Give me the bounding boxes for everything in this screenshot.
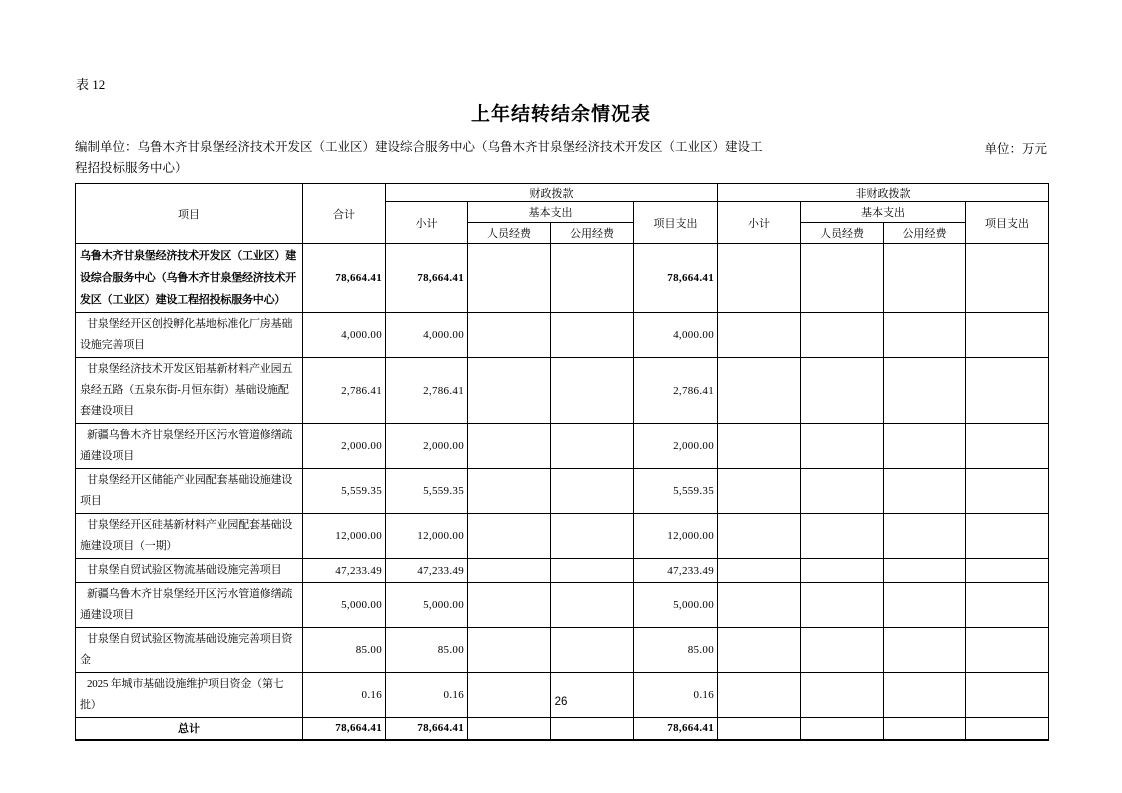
cell-fiscal-personnel xyxy=(468,358,551,424)
cell-total: 85.00 xyxy=(303,628,386,673)
col-header-total: 合计 xyxy=(303,184,386,244)
cell-fiscal-public xyxy=(551,673,634,718)
cell-nonfiscal-subtotal xyxy=(718,514,801,559)
cell-fiscal-subtotal: 85.00 xyxy=(386,628,468,673)
col-header-item: 项目 xyxy=(76,184,303,244)
cell-fiscal-project: 4,000.00 xyxy=(634,313,718,358)
cell-nonfiscal-project xyxy=(966,583,1049,628)
cell-fiscal-project: 12,000.00 xyxy=(634,514,718,559)
table-total-row xyxy=(76,718,1049,740)
cell-nonfiscal-public xyxy=(884,514,966,559)
cell-fiscal-subtotal: 4,000.00 xyxy=(386,313,468,358)
cell-total: 5,000.00 xyxy=(303,583,386,628)
table-row xyxy=(76,514,1049,559)
col-header-fiscal-project: 项目支出 xyxy=(634,202,718,244)
cell-nonfiscal-subtotal xyxy=(718,718,801,740)
cell-fiscal-personnel xyxy=(468,583,551,628)
cell-item: 甘泉堡自贸试验区物流基础设施完善项目 xyxy=(76,559,303,583)
page-title: 上年结转结余情况表 xyxy=(470,104,651,125)
col-group-nonfiscal: 非财政拨款 xyxy=(718,184,1049,202)
page-number: 26 xyxy=(554,696,568,708)
cell-nonfiscal-subtotal xyxy=(718,583,801,628)
table-row xyxy=(76,583,1049,628)
cell-nonfiscal-project xyxy=(966,424,1049,469)
cell-total: 12,000.00 xyxy=(303,514,386,559)
cell-total: 5,559.35 xyxy=(303,469,386,514)
col-group-fiscal-basic: 基本支出 xyxy=(468,202,634,223)
cell-fiscal-personnel xyxy=(468,514,551,559)
cell-item: 新疆乌鲁木齐甘泉堡经开区污水管道修缮疏通建设项目 xyxy=(76,424,303,469)
table-row xyxy=(76,313,1049,358)
cell-fiscal-public xyxy=(551,718,634,740)
cell-total: 0.16 xyxy=(303,673,386,718)
cell-nonfiscal-subtotal xyxy=(718,628,801,673)
cell-fiscal-personnel xyxy=(468,718,551,740)
cell-fiscal-subtotal: 5,000.00 xyxy=(386,583,468,628)
cell-total: 78,664.41 xyxy=(303,718,386,740)
cell-nonfiscal-personnel xyxy=(801,628,884,673)
cell-total: 2,786.41 xyxy=(303,358,386,424)
cell-fiscal-personnel xyxy=(468,559,551,583)
table-row xyxy=(76,673,1049,718)
col-header-nonfiscal-public: 公用经费 xyxy=(884,223,966,244)
cell-item: 2025 年城市基础设施维护项目资金（第七批） xyxy=(76,673,303,718)
cell-fiscal-subtotal: 78,664.41 xyxy=(386,718,468,740)
cell-fiscal-project: 85.00 xyxy=(634,628,718,673)
cell-nonfiscal-personnel xyxy=(801,244,884,313)
cell-nonfiscal-public xyxy=(884,559,966,583)
cell-fiscal-project: 5,559.35 xyxy=(634,469,718,514)
cell-nonfiscal-subtotal xyxy=(718,559,801,583)
carryover-balance-table xyxy=(75,183,1049,741)
cell-fiscal-project: 78,664.41 xyxy=(634,718,718,740)
cell-fiscal-public xyxy=(551,559,634,583)
cell-fiscal-personnel xyxy=(468,628,551,673)
cell-nonfiscal-subtotal xyxy=(718,469,801,514)
prepared-by-line xyxy=(75,137,767,179)
cell-nonfiscal-personnel xyxy=(801,583,884,628)
col-group-nonfiscal-basic: 基本支出 xyxy=(801,202,966,223)
cell-fiscal-public xyxy=(551,628,634,673)
table-body xyxy=(76,244,1049,740)
cell-nonfiscal-project xyxy=(966,718,1049,740)
cell-fiscal-subtotal: 47,233.49 xyxy=(386,559,468,583)
cell-fiscal-project: 2,000.00 xyxy=(634,424,718,469)
cell-nonfiscal-subtotal xyxy=(718,313,801,358)
cell-fiscal-subtotal: 2,000.00 xyxy=(386,424,468,469)
cell-total: 2,000.00 xyxy=(303,424,386,469)
cell-fiscal-project: 2,786.41 xyxy=(634,358,718,424)
prepared-by-label: 编制单位： xyxy=(75,140,138,154)
cell-nonfiscal-personnel xyxy=(801,469,884,514)
cell-nonfiscal-subtotal xyxy=(718,673,801,718)
cell-nonfiscal-subtotal xyxy=(718,358,801,424)
cell-nonfiscal-public xyxy=(884,424,966,469)
table-number-label: 表 12 xyxy=(76,77,106,92)
cell-fiscal-public xyxy=(551,313,634,358)
cell-fiscal-public xyxy=(551,583,634,628)
table-row xyxy=(76,358,1049,424)
table-row xyxy=(76,559,1049,583)
cell-item: 甘泉堡经开区创投孵化基地标准化厂房基础设施完善项目 xyxy=(76,313,303,358)
cell-nonfiscal-personnel xyxy=(801,313,884,358)
cell-item: 新疆乌鲁木齐甘泉堡经开区污水管道修缮疏通建设项目 xyxy=(76,583,303,628)
cell-fiscal-subtotal: 0.16 xyxy=(386,673,468,718)
cell-nonfiscal-personnel xyxy=(801,559,884,583)
cell-nonfiscal-project xyxy=(966,514,1049,559)
table-header xyxy=(76,184,1049,244)
cell-fiscal-public xyxy=(551,424,634,469)
cell-nonfiscal-public xyxy=(884,358,966,424)
cell-nonfiscal-personnel xyxy=(801,358,884,424)
table-row xyxy=(76,424,1049,469)
cell-nonfiscal-project xyxy=(966,313,1049,358)
cell-fiscal-personnel xyxy=(468,313,551,358)
prepared-by-value: 乌鲁木齐甘泉堡经济技术开发区（工业区）建设综合服务中心（乌鲁木齐甘泉堡经济技术开发区（工业区）建设工程招投标服务中心） xyxy=(75,140,763,175)
cell-nonfiscal-project xyxy=(966,559,1049,583)
unit-of-measure-note: 单位：万元 xyxy=(984,142,1047,156)
cell-fiscal-subtotal: 5,559.35 xyxy=(386,469,468,514)
cell-item: 甘泉堡经济技术开发区铝基新材料产业园五泉经五路（五泉东街-月恒东街）基础设施配套建设项目 xyxy=(76,358,303,424)
cell-nonfiscal-public xyxy=(884,244,966,313)
cell-item: 甘泉堡自贸试验区物流基础设施完善项目资金 xyxy=(76,628,303,673)
cell-nonfiscal-project xyxy=(966,628,1049,673)
cell-nonfiscal-personnel xyxy=(801,514,884,559)
cell-item: 甘泉堡经开区硅基新材料产业园配套基础设施建设项目（一期） xyxy=(76,514,303,559)
cell-nonfiscal-public xyxy=(884,718,966,740)
cell-fiscal-public xyxy=(551,244,634,313)
cell-fiscal-personnel xyxy=(468,244,551,313)
cell-item: 甘泉堡经开区储能产业园配套基础设施建设项目 xyxy=(76,469,303,514)
col-header-nonfiscal-personnel: 人员经费 xyxy=(801,223,884,244)
cell-nonfiscal-public xyxy=(884,673,966,718)
col-header-fiscal-subtotal: 小计 xyxy=(386,202,468,244)
cell-fiscal-project: 0.16 xyxy=(634,673,718,718)
cell-nonfiscal-public xyxy=(884,583,966,628)
cell-fiscal-personnel xyxy=(468,424,551,469)
cell-fiscal-project: 47,233.49 xyxy=(634,559,718,583)
cell-total: 4,000.00 xyxy=(303,313,386,358)
cell-nonfiscal-project xyxy=(966,244,1049,313)
cell-nonfiscal-subtotal xyxy=(718,244,801,313)
col-header-nonfiscal-project: 项目支出 xyxy=(966,202,1049,244)
col-header-nonfiscal-subtotal: 小计 xyxy=(718,202,801,244)
cell-fiscal-public xyxy=(551,358,634,424)
cell-nonfiscal-public xyxy=(884,628,966,673)
cell-total-label: 总计 xyxy=(76,718,303,740)
header-row-groups xyxy=(76,184,1049,202)
cell-fiscal-project: 78,664.41 xyxy=(634,244,718,313)
col-header-fiscal-public: 公用经费 xyxy=(551,223,634,244)
cell-fiscal-public xyxy=(551,514,634,559)
cell-item: 乌鲁木齐甘泉堡经济技术开发区（工业区）建设综合服务中心（乌鲁木齐甘泉堡经济技术开发区（工业区）建设工程招投标服务中心） xyxy=(76,244,303,313)
cell-nonfiscal-personnel xyxy=(801,424,884,469)
col-header-fiscal-personnel: 人员经费 xyxy=(468,223,551,244)
cell-fiscal-public xyxy=(551,469,634,514)
cell-fiscal-subtotal: 78,664.41 xyxy=(386,244,468,313)
cell-fiscal-project: 5,000.00 xyxy=(634,583,718,628)
cell-fiscal-personnel xyxy=(468,673,551,718)
cell-nonfiscal-personnel xyxy=(801,718,884,740)
cell-fiscal-subtotal: 2,786.41 xyxy=(386,358,468,424)
cell-nonfiscal-project xyxy=(966,469,1049,514)
cell-nonfiscal-public xyxy=(884,469,966,514)
cell-nonfiscal-project xyxy=(966,673,1049,718)
cell-fiscal-personnel xyxy=(468,469,551,514)
cell-nonfiscal-subtotal xyxy=(718,424,801,469)
cell-nonfiscal-public xyxy=(884,313,966,358)
cell-total: 78,664.41 xyxy=(303,244,386,313)
cell-total: 47,233.49 xyxy=(303,559,386,583)
cell-nonfiscal-project xyxy=(966,358,1049,424)
cell-nonfiscal-personnel xyxy=(801,673,884,718)
table-row xyxy=(76,469,1049,514)
col-group-fiscal: 财政拨款 xyxy=(386,184,718,202)
cell-fiscal-subtotal: 12,000.00 xyxy=(386,514,468,559)
table-row xyxy=(76,628,1049,673)
table-row xyxy=(76,244,1049,313)
